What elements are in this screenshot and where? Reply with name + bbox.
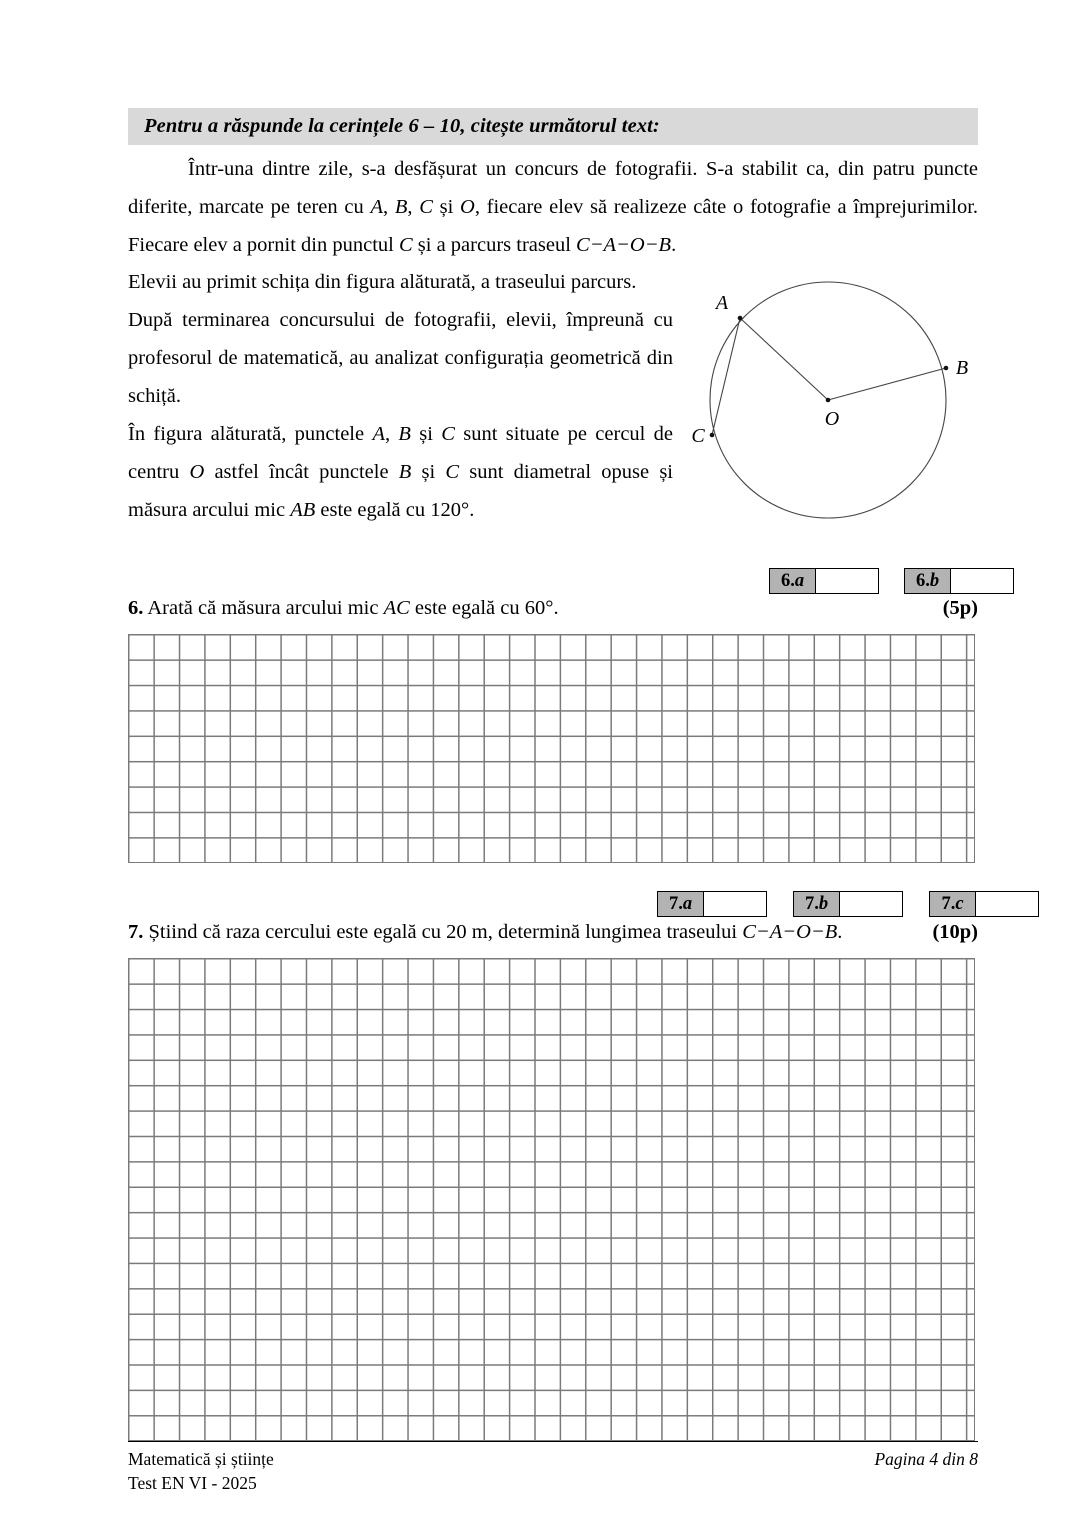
answer-box-6b-letter: b	[929, 570, 940, 591]
figure-label-o: O	[824, 408, 840, 430]
circle-diagram	[680, 275, 980, 540]
answer-box-6b-num: 6.	[915, 570, 930, 591]
point-label-b: B	[394, 196, 408, 218]
footer-test-code: Test EN VI - 2025	[128, 1473, 257, 1493]
intro-text-a: Într-una dintre zile, s-a desfășurat un concurs de fotografii. S-a stabilit ca, din patru puncte diferite, marcate pe teren cu	[128, 158, 978, 218]
answer-boxes-q6	[769, 568, 1014, 594]
question-7-radius: 20 m	[446, 921, 488, 943]
point-label-a: A	[370, 196, 383, 218]
question-7-text-b: , determină lungimea traseului	[487, 921, 743, 943]
footer-left	[128, 1447, 274, 1495]
answer-box-6a[interactable]	[769, 568, 879, 594]
answer-box-7b-field[interactable]	[840, 892, 902, 916]
answer-box-6a-tag	[770, 569, 816, 593]
answer-box-7b-tag	[794, 892, 840, 916]
answer-box-7c-field[interactable]	[976, 892, 1038, 916]
answer-grid-q6[interactable]	[128, 634, 975, 863]
desc3-point-b2: B	[398, 461, 412, 483]
question-7-route: C−A−O−B	[742, 921, 838, 943]
question-6-text-a: Arată că măsura arcului mic	[143, 597, 384, 619]
answer-box-7b[interactable]	[793, 891, 903, 917]
figure-label-c: C	[691, 425, 705, 447]
desc3-point-b: B	[398, 423, 411, 445]
intro-text-end: .	[671, 234, 677, 256]
desc-line-1: Elevii au primit schița din figura alăturată, a traseului parcurs.	[128, 271, 637, 293]
desc3-text-e: este egală cu	[315, 499, 431, 521]
desc3-center-o: O	[189, 461, 205, 483]
answer-box-6b[interactable]	[904, 568, 1014, 594]
circle-diagram-svg	[680, 275, 980, 540]
desc3-point-c2: C	[445, 461, 460, 483]
segment-ob	[828, 368, 946, 400]
answer-box-6a-field[interactable]	[816, 569, 878, 593]
conjunction-si-2: și	[419, 423, 433, 445]
footer-divider	[128, 1441, 978, 1442]
question-7	[128, 917, 978, 947]
question-7-points: (10p)	[932, 921, 978, 943]
answer-box-7a-letter: a	[682, 893, 693, 914]
point-dot-c	[710, 433, 715, 438]
question-6-text-b: este egală cu	[409, 597, 525, 619]
figure-label-a: A	[715, 292, 729, 314]
answer-box-7b-num: 7.	[804, 893, 819, 914]
description-paragraph	[128, 263, 673, 529]
question-7-text-end: .	[837, 921, 843, 943]
point-dot-b	[944, 366, 949, 371]
desc3-text-d: sunt diametral opuse și măsura arcului mic	[128, 461, 674, 521]
point-label-c: C	[419, 196, 433, 218]
question-7-text-a: Știind că raza cercului este egală cu	[143, 921, 447, 943]
section-banner	[128, 108, 978, 145]
intro-text-c: și a parcurs traseul	[412, 234, 577, 256]
question-6-number: 6.	[128, 597, 144, 619]
desc3-angle-value: 120°	[430, 499, 470, 521]
footer-subject: Matematică și științe	[128, 1449, 274, 1469]
desc3-point-c: C	[441, 423, 455, 445]
point-dot-o	[826, 398, 831, 403]
question-6-value: 60°	[524, 597, 554, 619]
answer-grid-q7[interactable]	[128, 958, 975, 1441]
point-dot-a	[738, 316, 743, 321]
answer-box-7a[interactable]	[657, 891, 767, 917]
answer-box-7c-tag	[930, 892, 976, 916]
intro-paragraph: Într-una dintre zile, s-a desfășurat un concurs de fotografii. S-a stabilit ca, din patru puncte diferite, marcate pe teren cu A, B, C și O, fiecare elev să realizeze câte o fotografie a împrejurimilor. Fiecare elev a pornit din punctul C și a parcurs traseul C−A−O−B.	[128, 158, 979, 256]
segment-ca	[712, 318, 740, 435]
desc3-text-b: sunt situate pe cercul de centru	[128, 423, 674, 483]
desc-line-2: După terminarea concursului de fotografii, elevii, împreună cu profesorul de matematică, au analizat configurația geometrică din schiță.	[128, 309, 673, 407]
segment-ao	[740, 318, 828, 400]
question-6	[128, 593, 978, 623]
desc-line-3: În figura alăturată, punctele A, B și C sunt situate pe cercul de centru O astfel încât punctele B și C sunt diametral opuse și măsura arcului mic AB este egală cu 120°.	[128, 423, 674, 521]
question-6-points: (5p)	[942, 597, 978, 619]
answer-box-7a-field[interactable]	[704, 892, 766, 916]
start-point-c: C	[398, 234, 413, 256]
answer-box-6b-field[interactable]	[951, 569, 1013, 593]
question-6-arc-ac: AC	[383, 597, 410, 619]
answer-box-6b-tag	[905, 569, 951, 593]
conjunction-si-1: și	[439, 196, 454, 218]
desc3-text-end: .	[469, 499, 475, 521]
desc3-text-c: astfel încât punctele	[204, 461, 399, 483]
banner-text: Pentru a răspunde la cerințele 6 – 10, citește următorul text:	[144, 115, 660, 137]
figure-label-b: B	[955, 357, 969, 379]
answer-box-7c[interactable]	[929, 891, 1039, 917]
answer-box-7c-num: 7.	[941, 893, 956, 914]
answer-box-7c-letter: c	[955, 893, 964, 914]
answer-box-6a-letter: a	[794, 570, 805, 591]
route-expression-intro: C−A−O−B	[576, 234, 672, 256]
question-6-text-end: .	[553, 597, 559, 619]
desc3-text-a: În figura alăturată, punctele	[128, 423, 373, 445]
answer-boxes-q7	[657, 891, 1039, 917]
answer-box-6a-num: 6.	[780, 570, 795, 591]
desc3-point-a: A	[372, 423, 385, 445]
intro-text-b: , fiecare elev să realizeze câte o fotografie a împrejurimilor. Fiecare elev a pornit din punctul	[128, 196, 979, 256]
question-7-number: 7.	[128, 921, 144, 943]
point-label-o: O	[460, 196, 475, 218]
answer-box-7a-tag	[658, 892, 704, 916]
answer-box-7b-letter: b	[818, 893, 829, 914]
answer-box-7a-num: 7.	[668, 893, 683, 914]
footer-page-number: Pagina 4 din 8	[874, 1449, 978, 1469]
desc3-arc-ab: AB	[290, 499, 316, 521]
conjunction-si-3: și	[421, 461, 436, 483]
